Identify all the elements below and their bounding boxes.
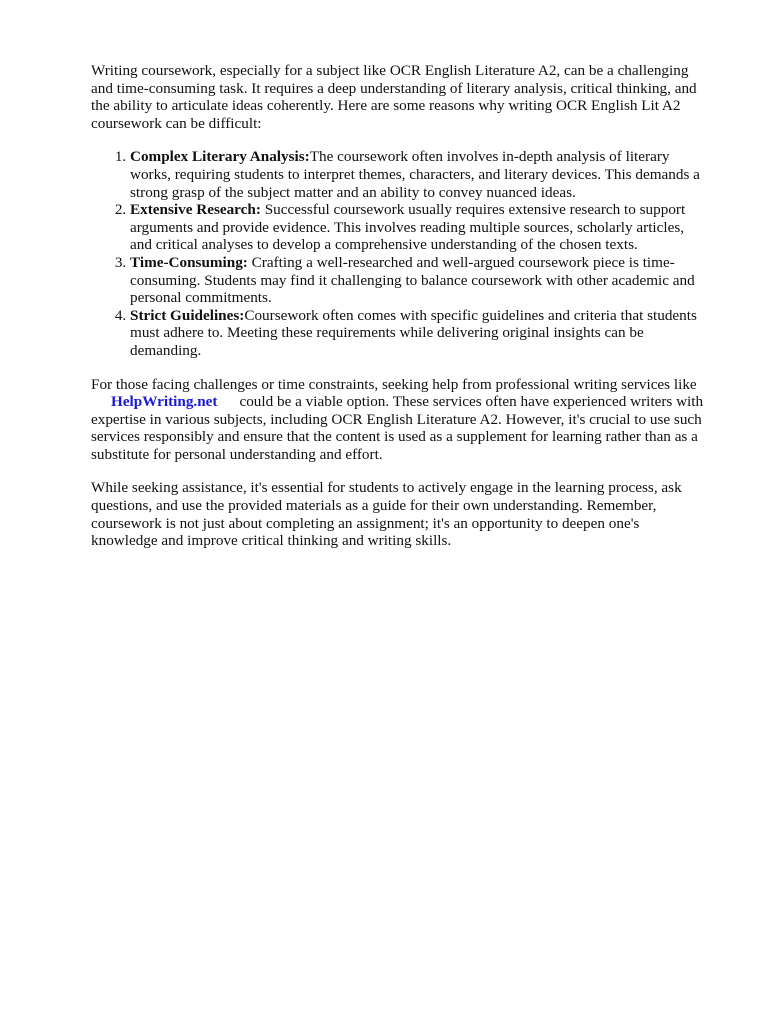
reason-term: Complex Literary Analysis: bbox=[130, 148, 310, 166]
reason-term: Strict Guidelines: bbox=[130, 306, 245, 324]
list-item bbox=[130, 254, 708, 307]
list-item bbox=[130, 307, 708, 360]
reason-text: Crafting a well-researched and well-argued coursework piece is time-consuming. Students may find it challenging to balance coursework with other academic and personal commitments. bbox=[130, 253, 695, 307]
help-text-before: For those facing challenges or time constraints, seeking help from professional writing services like bbox=[91, 375, 697, 393]
list-item bbox=[130, 148, 708, 201]
intro-paragraph: Writing coursework, especially for a subject like OCR English Literature A2, can be a challenging and time-consuming task. It requires a deep understanding of literary analysis, critical thinking, and the ability to articulate ideas coherently. Here are some reasons why writing OCR English Lit A2 coursework can be difficult: bbox=[91, 62, 697, 132]
closing-paragraph: While seeking assistance, it's essential for students to actively engage in the learning process, ask questions, and use the provided materials as a guide for their own understanding. Remember, coursework is not just about completing an assignment; it's an opportunity to deepen one's knowledge and improve critical thinking and writing skills. bbox=[91, 479, 682, 550]
help-text-after: could be a viable option. These services often have experienced writers with expertise in various subjects, including OCR English Literature A2. However, it's crucial to use such services responsibly and ensure that the content is used as a supplement for learning rather than as a substitute for personal understanding and effort. bbox=[91, 393, 704, 463]
reason-text: Successful coursework usually requires extensive research to support arguments and provide evidence. This involves reading multiple sources, scholarly articles, and critical analyses to develop a comprehensive understanding of the chosen texts. bbox=[130, 201, 686, 254]
reason-term: Extensive Research: bbox=[130, 201, 261, 219]
help-paragraph bbox=[91, 376, 708, 464]
reason-text: Coursework often comes with specific guidelines and criteria that students must adhere to. Meeting these requirements while delivering original insights can be demanding. bbox=[130, 306, 697, 359]
reason-text: The coursework often involves in-depth analysis of literary works, requiring students to interpret themes, characters, and literary devices. This demands a strong grasp of the subject matter and an ability to convey nuanced ideas. bbox=[130, 148, 700, 201]
reasons-list bbox=[91, 148, 708, 359]
helpwriting-link[interactable]: HelpWriting.net bbox=[111, 393, 218, 411]
list-item bbox=[130, 201, 708, 254]
reason-term: Time-Consuming: bbox=[130, 253, 248, 271]
